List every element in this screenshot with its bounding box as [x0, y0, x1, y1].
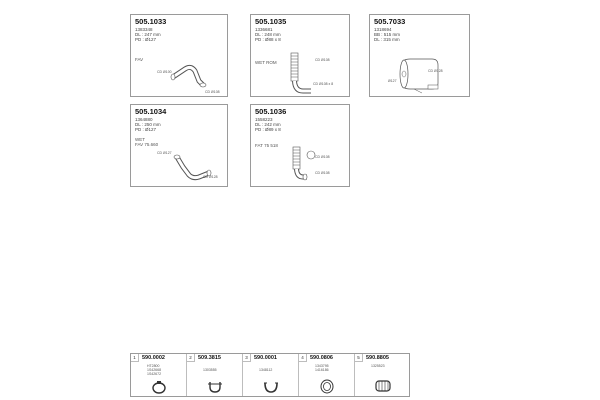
- accessory-index: 2: [187, 354, 195, 362]
- accessory-ref: 1S42672: [147, 372, 162, 376]
- accessory-code: 509.3815: [198, 355, 221, 361]
- accessories-strip: [130, 353, 410, 397]
- u-bolt-icon: [207, 380, 223, 394]
- product-spec: DL : 247 mm: [135, 32, 161, 37]
- accessory-index: 1: [131, 354, 139, 362]
- product-spec: PD : Ø88 x 8: [255, 37, 281, 42]
- accessory-code: 590.0002: [142, 355, 165, 361]
- accessory-ref: 1325523: [371, 364, 385, 368]
- accessory-ref: HT2800: [147, 364, 160, 368]
- callout-label: CD Ø108: [315, 171, 330, 175]
- product-note: FAT 75 518: [255, 143, 278, 148]
- accessory-item[interactable]: [243, 354, 299, 396]
- callout-label: CD Ø108: [315, 155, 330, 159]
- product-card-505-1034[interactable]: [130, 104, 228, 187]
- silencer-drawing-icon: [392, 55, 448, 95]
- product-spec: PD : Ø127: [135, 37, 157, 42]
- product-code: 505.1035: [255, 17, 287, 26]
- callout-label: CD Ø128: [203, 175, 218, 179]
- product-code: 505.1036: [255, 107, 287, 116]
- product-spec: DL : 315 mm: [374, 37, 400, 42]
- product-note: FAV: [135, 57, 144, 62]
- product-code: 505.1034: [135, 107, 167, 116]
- product-code: 505.7033: [374, 17, 406, 26]
- product-code: 505.1033: [135, 17, 167, 26]
- callout-label: CD Ø108: [205, 90, 220, 94]
- product-card-505-1033[interactable]: [130, 14, 228, 97]
- callout-label: Ø127: [388, 79, 397, 83]
- accessory-code: 590.8805: [366, 355, 389, 361]
- product-ref: 1318694: [374, 27, 392, 32]
- product-card-505-7033[interactable]: [369, 14, 470, 97]
- accessory-ref: 1S42668: [147, 368, 162, 372]
- product-note: WET ROM: [255, 60, 277, 65]
- accessory-index: 4: [299, 354, 307, 362]
- accessory-item[interactable]: [355, 354, 409, 396]
- callout-label: CD Ø128: [428, 69, 443, 73]
- accessory-item[interactable]: [299, 354, 355, 396]
- accessory-ref: 1348112: [259, 368, 273, 372]
- callout-label: CD Ø100: [157, 70, 172, 74]
- product-spec: DL : 248 mm: [255, 32, 281, 37]
- callout-label: CD Ø127: [157, 151, 172, 155]
- pipe-drawing-icon: [155, 55, 215, 95]
- accessory-item[interactable]: [131, 354, 187, 396]
- flex-coupling-icon: [373, 378, 393, 394]
- accessory-item[interactable]: [187, 354, 243, 396]
- product-spec: DL : 242 mm: [255, 122, 281, 127]
- product-ref: 1364880: [135, 117, 153, 122]
- accessory-ref: 1343795: [315, 364, 329, 368]
- accessory-index: 5: [355, 354, 363, 362]
- clamp-icon: [151, 380, 167, 394]
- gasket-icon: [319, 379, 335, 394]
- product-spec: DL : 250 mm: [135, 122, 161, 127]
- product-note: WET FAV 75.660: [135, 137, 159, 147]
- product-spec: PD : Ø127: [135, 127, 157, 132]
- accessory-code: 590.0806: [310, 355, 333, 361]
- callout-label: CD Ø108: [315, 58, 330, 62]
- product-ref: 1383348: [135, 27, 153, 32]
- product-card-505-1036[interactable]: [250, 104, 350, 187]
- product-ref: 1558223: [255, 117, 273, 122]
- flex-pipe-drawing-icon: [283, 49, 323, 99]
- product-card-505-1035[interactable]: [250, 14, 350, 97]
- callout-label: CD Ø108 x 8: [313, 82, 334, 86]
- accessory-ref: 1303555: [203, 368, 217, 372]
- product-ref: 1336681: [255, 27, 273, 32]
- band-clamp-icon: [263, 380, 279, 394]
- accessory-index: 3: [243, 354, 251, 362]
- flex-pipe-drawing-icon: [285, 143, 325, 187]
- product-spec: BB : 515 mm: [374, 32, 401, 37]
- accessory-ref: 1416186: [315, 368, 329, 372]
- accessory-code: 590.0001: [254, 355, 277, 361]
- product-spec: PD : Ø89 x 8: [255, 127, 281, 132]
